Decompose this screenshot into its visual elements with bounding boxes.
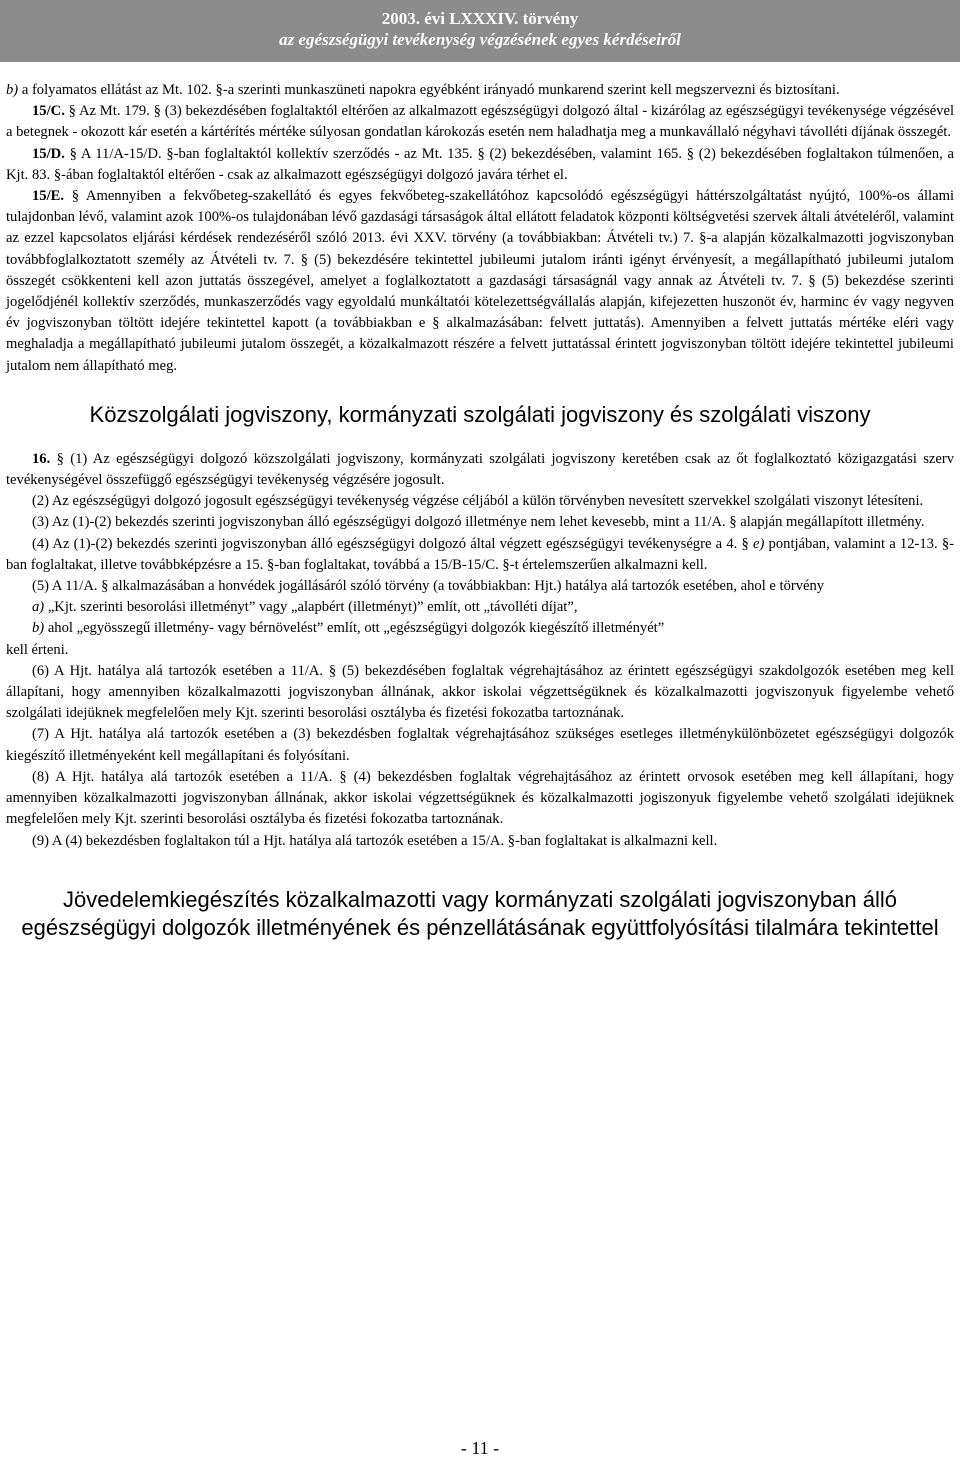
paragraph-16-5-b: b) ahol „egyösszegű illetmény- vagy bérnövelést” említ, ott „egészségügyi dolgozók kiegészítő illetményét”: [32, 620, 665, 637]
paragraph-15-d: 15/D. § A 11/A-15/D. §-ban foglaltaktól kollektív szerződés - az Mt. 135. § (2) bekezdésében, valamint 165. § (2) bekezdésében foglaltakon túlmenően, a Kjt. 83. §-ában foglaltaktól eltérően - csak az alkalmazott egészségügyi dolgozó javára térhet el.: [6, 145, 954, 183]
paragraph-16-5: (5) A 11/A. § alkalmazásában a honvédek jogállásáról szóló törvény (a továbbiakban: Hjt.) hatálya alá tartozók esetében, ahol e törvény: [32, 578, 825, 595]
header-title-line1: 2003. évi LXXXIV. törvény: [381, 9, 579, 28]
paragraph-16-4: (4) Az (1)-(2) bekezdés szerinti jogviszonyban álló egészségügyi dolgozó által végzett egészségügyi tevékenységre a 4. § e) pontjában, valamint a 12-13. §-ban foglaltakat, illetve továbbképzésre a 15. §-ban foglaltakat, továbbá a 15/B-15/C. §-t értelemszerűen alkalmazni kell.: [6, 535, 954, 573]
document-header: [0, 0, 960, 62]
paragraph-16-5-a: a) „Kjt. szerinti besorolási illetményt” vagy „alapbért (illetményt)” említ, ott „távolléti díjat”,: [32, 599, 578, 616]
paragraph-16-3: (3) Az (1)-(2) bekezdés szerinti jogviszonyban álló egészségügyi dolgozó illetménye nem lehet kevesebb, mint a 11/A. § alapján megállapított illetmény.: [32, 514, 925, 531]
section-heading-kozszolgalati: Közszolgálati jogviszony, kormányzati szolgálati jogviszony és szolgálati viszony: [89, 401, 871, 427]
paragraph-16-8: (8) A Hjt. hatálya alá tartozók esetében a 11/A. § (4) bekezdésben foglaltak végrehajtásához az érintett orvosok esetében meg kell állapítani, hogy amennyiben közalkalmazotti jogviszonyban állnának, akkor iskolai végzettségüknek és közalkalmazotti jogiszonyuk figyelembe vehető szolgálati idejüknek megfelelően mely Kjt. szerinti besorolási osztályba és fizetési fokozatba tartoznának.: [6, 768, 954, 828]
page-number: - 11 -: [460, 1438, 500, 1458]
paragraph-16-9: (9) A (4) bekezdésben foglaltakon túl a Hjt. hatálya alá tartozók esetében a 15/A. §-ban foglaltakat is alkalmazni kell.: [32, 832, 718, 849]
paragraph-16-2: (2) Az egészségügyi dolgozó jogosult egészségügyi tevékenység végzése céljából a külön törvényben nevesített szervekkel szolgálati viszonyt létesíteni.: [32, 493, 924, 510]
document-body: [0, 80, 960, 943]
paragraph-16-7: (7) A Hjt. hatálya alá tartozók esetében a (3) bekezdésben foglaltak végrehajtásához szükséges esetleges illetménykülönbözetet egészségügyi dolgozók kiegészítő illetményeként kell megállapítani és folyósítani.: [6, 726, 954, 764]
paragraph-15-c: 15/C. § Az Mt. 179. § (3) bekezdésében foglaltaktól eltérően az alkalmazott egészségügyi dolgozó által - kizárólag az egészségügyi tevékenysége végzésével a betegnek - okozott kár esetén a kártérítés mértéke súlyosan gondatlan károkozás esetén nem haladhatja meg a munkavállaló négyhavi távolléti díjának összegét.: [6, 103, 954, 141]
paragraph-b-folyamatos: b) a folyamatos ellátást az Mt. 102. §-a szerinti munkaszüneti napokra egyébként irányadó munkarend szerint kell megszervezni és biztosítani.: [6, 82, 840, 98]
paragraph-16-1: 16. § (1) Az egészségügyi dolgozó közszolgálati jogviszony, kormányzati szolgálati jogviszony keretében csak az őt foglalkoztató közigazgatási szerv tevékenységével összefüggő egészségügyi tevékenység végzésére jogosult.: [6, 450, 954, 489]
section-heading-jovedelemkiegeszites: Jövedelemkiegészítés közalkalmazotti vagy kormányzati szolgálati jogviszonyban álló egészségügyi dolgozók illetményének és pénzellátásának együttfolyósítási tilalmára tekintettel: [21, 886, 939, 941]
paragraph-16-5-end: kell érteni.: [6, 641, 69, 658]
header-title-line2: az egészségügyi tevékenység végzésének egyes kérdéseiről: [279, 30, 681, 49]
paragraph-15-e: 15/E. § Amennyiben a fekvőbeteg-szakellátó és egyes fekvőbeteg-szakellátóhoz kapcsolódó egészségügyi háttérszolgáltatást nyújtó, 100%-os állami tulajdonban lévő, valamint azok 100%-os tulajdonában lévő gazdasági társaságok által ellátott feladatok központi költségvetési szervek általi átvételéről, valamint az ezzel kapcsolatos eljárási kérdések rendezéséről szóló 2013. évi XXV. törvény (a továbbiakban: Átvételi tv.) 7. §-a alapján közalkalmazotti jogviszonyban továbbfoglalkoztatott személy az Átvételi tv. 7. § (5) bekezdésére tekintettel jubileumi jutalom iránti igényt érvényesít, a megállapítható jubileumi jutalom összegét csökkenteni kell azon juttatás összegével, amelyet a foglalkoztatott a gazdasági társaságnál vagy annak az Átvételi tv. 7. § (5) bekezdése szerinti jogelődjénél kollektív szerződés, munkaszerződés vagy egyoldalú munkáltatói kötelezettségvállalás alapján, kifejezetten huszonöt év, harminc év vagy negyven év jogviszonyban töltött idejére tekintettel kapott (a továbbiakban e § alkalmazásában: felvett juttatás). Amennyiben a felvett juttatás mértéke eléri vagy meghaladja a megállapítható jubileumi jutalom összegét, a közalkalmazott részére a felvett juttatással érintett jogviszonyban töltött idejére tekintettel jubileumi jutalom nem állapítható meg.: [6, 188, 954, 374]
paragraph-16-6: (6) A Hjt. hatálya alá tartozók esetében a 11/A. § (5) bekezdésében foglaltak végrehajtásához az érintett egészségügyi szakdolgozók esetében meg kell állapítani, hogy amennyiben közalkalmazotti jogviszonyban állnának, akkor iskolai végzettségüknek és közalkalmazotti jogviszonyuk figyelembe vehető szolgálati idejüknek megfelelően mely Kjt. szerinti besorolási osztályba és fizetési fokozatba tartoznának.: [6, 662, 954, 722]
